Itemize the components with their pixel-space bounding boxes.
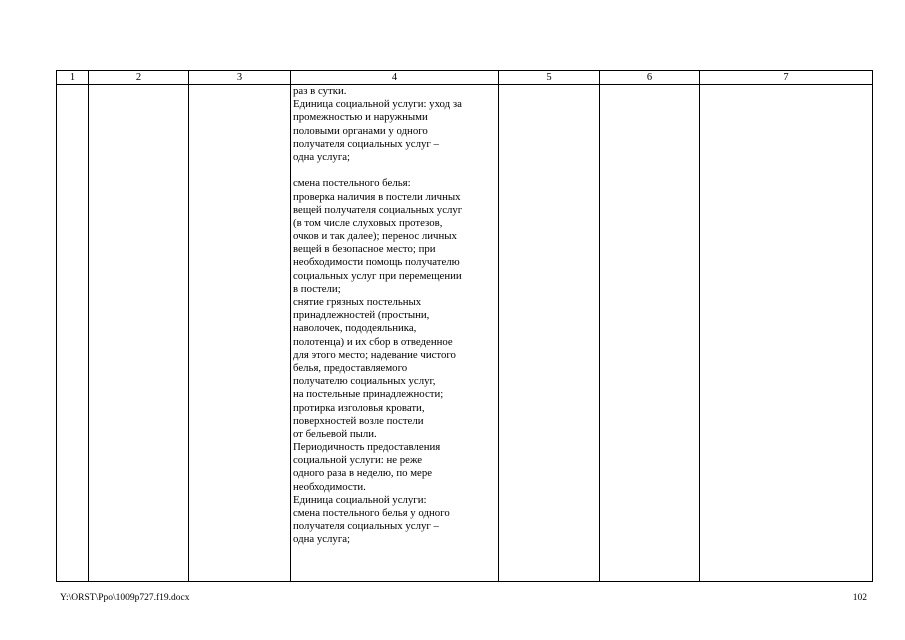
- text-line: получателя социальных услуг –: [293, 520, 439, 533]
- text-line: социальной услуги: не реже: [293, 454, 423, 467]
- text-line: наволочек, пододеяльника,: [293, 322, 417, 335]
- text-line: вещей получателя социальных услуг: [293, 203, 463, 216]
- text-line: протирка изголовья кровати,: [293, 401, 425, 414]
- text-line: в постели;: [293, 282, 341, 295]
- text-line: социальных услуг при перемещении: [293, 269, 462, 282]
- footer-file-path: Y:\ORST\Ppo\1009p727.f19.docx: [60, 593, 190, 603]
- text-line: необходимости.: [293, 480, 366, 493]
- text-line: для этого место; надевание чистого: [293, 348, 456, 361]
- text-line: Единица социальной услуги: уход за: [293, 98, 462, 111]
- table-cell-col5: [499, 85, 600, 582]
- text-line: одна услуга;: [293, 533, 351, 546]
- column-header-3: 3: [189, 71, 291, 85]
- text-line: [293, 164, 496, 177]
- table-header-row: [57, 71, 873, 85]
- table-row: [57, 85, 873, 582]
- text-line: Периодичность предоставления: [293, 441, 441, 454]
- text-line: необходимости помощь получателю: [293, 256, 460, 269]
- text-line: раз в сутки.: [293, 85, 347, 97]
- text-line: белья, предоставляемого: [293, 361, 408, 374]
- column-header-2: 2: [89, 71, 189, 85]
- text-line: снятие грязных постельных: [293, 296, 422, 308]
- table-cell-col3: [189, 85, 291, 582]
- footer-page-number: 102: [852, 593, 867, 603]
- service-description-text: [291, 85, 498, 547]
- table-cell-col6: [600, 85, 700, 582]
- text-line: принадлежностей (простыни,: [293, 309, 430, 322]
- text-line: половыми органами у одного: [293, 124, 428, 137]
- text-line: очков и так далее); перенос личных: [293, 230, 457, 243]
- text-line: одного раза в неделю, по мере: [293, 467, 433, 480]
- text-line: получателя социальных услуг –: [293, 137, 439, 150]
- text-line: поверхностей возле постели: [293, 414, 424, 427]
- text-line: смена постельного белья у одного: [293, 507, 450, 519]
- text-line: одна услуга;: [293, 150, 351, 163]
- text-line: смена постельного белья:: [293, 177, 411, 190]
- text-line: (в том числе слуховых протезов,: [293, 216, 443, 229]
- table-cell-col1: [57, 85, 89, 582]
- text-line: Единица социальной услуги:: [293, 493, 427, 506]
- text-line: промежностью и наружными: [293, 111, 428, 124]
- column-header-5: 5: [499, 71, 600, 85]
- text-line: проверка наличия в постели личных: [293, 190, 461, 203]
- column-header-4: 4: [291, 71, 499, 85]
- column-header-6: 6: [600, 71, 700, 85]
- text-line: получателю социальных услуг,: [293, 375, 436, 388]
- text-line: вещей в безопасное место; при: [293, 243, 436, 256]
- column-header-7: 7: [700, 71, 873, 85]
- table-cell-col7: [700, 85, 873, 582]
- text-line: от бельевой пыли.: [293, 427, 377, 440]
- text-line: на постельные принадлежности;: [293, 388, 444, 401]
- column-header-1: 1: [57, 71, 89, 85]
- table-cell-col4: [291, 85, 499, 582]
- table-cell-col2: [89, 85, 189, 582]
- services-table: [56, 70, 873, 582]
- text-line: полотенца) и их сбор в отведенное: [293, 335, 453, 348]
